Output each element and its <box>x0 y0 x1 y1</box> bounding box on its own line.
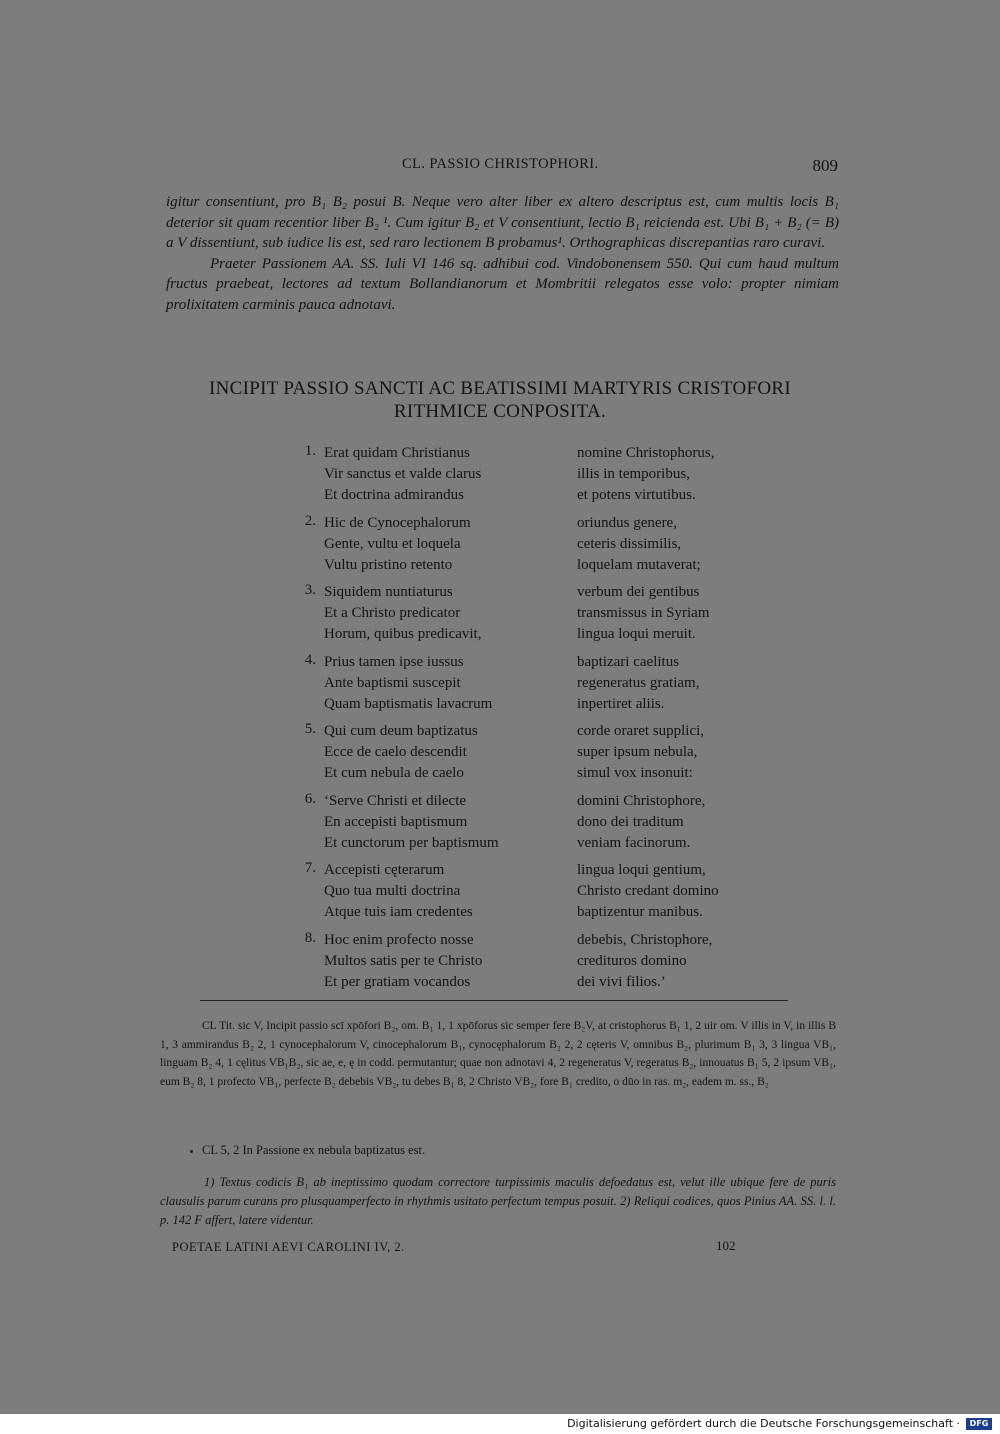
verse-second-half: lingua loqui gentium, <box>577 862 706 878</box>
verse-second-half: ceteris dissimilis, <box>577 535 682 552</box>
verse-first-half: Qui cum deum baptizatus <box>324 723 478 739</box>
verse-first-half: Prius tamen ipse iussus <box>324 653 464 670</box>
verse-first-half: Ante baptismi suscepit <box>324 674 461 691</box>
verse-line <box>286 860 766 881</box>
verse-second-half: domini Christophore, <box>577 792 706 809</box>
critical-apparatus <box>160 1017 836 1091</box>
verse-line <box>286 812 766 833</box>
stanza-number: 4. <box>304 651 316 668</box>
signature-number: 102 <box>716 1238 736 1253</box>
footnote-divider <box>200 1000 788 1001</box>
verse-second-half: Christo credant domino <box>577 883 719 899</box>
verse-line <box>286 694 766 715</box>
verse-first-half: Et a Christo predicator <box>324 605 461 621</box>
verse-second-half: credituros domino <box>577 952 687 969</box>
poem-body <box>286 443 766 999</box>
verse-first-half: Hic de Cynocephalorum <box>324 514 471 531</box>
verse-first-half: Vultu pristino retento <box>324 556 453 573</box>
footnotes <box>160 1173 836 1230</box>
verse-line <box>286 833 766 854</box>
verse-line <box>286 464 766 485</box>
verse-line <box>286 742 766 763</box>
verse-first-half: Erat quidam Christianus <box>324 445 470 461</box>
stanza-number: 1. <box>304 443 316 459</box>
stanza-number: 6. <box>304 790 316 807</box>
apparatus-text: Tit. sic V, Incipit passio scī xpōfori B₂, om. B₁ 1, 1 xpōforus sic semper fere B₂V, at cristophorus B₁ 1, 2 uir om. V illis in V, in illis B 1, 3 ammirandus B₂ 2, 1 cynocephalorum V, cinocephalorum B₁, cynocęphalorum B₂ 2, 2 cęteris V, omnibus B₂, plurimum B₁ 3, 3 lingua VB₁, linguam B₂ 4, 1 cęlitus VB₁B₂, sic ae, e, ę in codd. permutantur; quae non adnotavi 4, 2 regeneratus V, regeratus B₂, innouatus B₁ 5, 2 ipsum VB₁, eum B₂ 8, 1 profecto VB₁, perfecte B₂ debebis VB₂, tu debes B₁ 8, 2 Christo VB₂, fore B₁ credito, o dūo in ras. m₂, eadem m. ss., B₂ <box>160 1020 836 1088</box>
verse-line <box>286 930 766 951</box>
verse-second-half: inpertiret aliis. <box>577 695 665 712</box>
verse-second-half: loquelam mutaverat; <box>577 556 701 573</box>
verse-line <box>286 603 766 624</box>
verse-first-half: Et doctrina admirandus <box>324 487 464 503</box>
verse-second-half: baptizari caelitus <box>577 653 680 670</box>
verse-line <box>286 555 766 576</box>
source-note: CL 5, 2 In Passione ex nebula baptizatus est. <box>202 1143 426 1157</box>
verse-line <box>286 791 766 812</box>
verse-line <box>286 582 766 603</box>
poem-title-line: INCIPIT PASSIO SANCTI AC BEATISSIMI MARTYRIS CRISTOFORI <box>209 378 791 399</box>
verse-second-half: simul vox insonuit: <box>577 765 693 781</box>
page-number: 809 <box>812 156 838 175</box>
verse-first-half: Accepisti cęterarum <box>324 862 445 878</box>
verse-second-half: dono dei traditum <box>577 813 684 830</box>
verse-second-half: transmissus in Syriam <box>577 605 710 621</box>
verse-second-half: regeneratus gratiam, <box>577 674 700 691</box>
verse-second-half: dei vivi filios.’ <box>577 973 666 990</box>
stanza <box>286 513 766 576</box>
digitization-footer <box>0 1414 1000 1434</box>
verse-first-half: ‘Serve Christi et dilecte <box>324 792 467 809</box>
verse-second-half: verbum dei gentibus <box>577 584 700 600</box>
verse-second-half: nomine Christophorus, <box>577 445 715 461</box>
stanza-number: 2. <box>304 512 316 529</box>
verse-first-half: En accepisti baptismum <box>324 813 468 830</box>
verse-first-half: Atque tuis iam credentes <box>324 904 473 920</box>
stanza <box>286 443 766 506</box>
stanza <box>286 860 766 923</box>
stanza <box>286 652 766 715</box>
verse-first-half: Quo tua multi doctrina <box>324 883 461 899</box>
verse-line <box>286 902 766 923</box>
verse-line <box>286 673 766 694</box>
verse-first-half: Et per gratiam vocandos <box>324 973 471 990</box>
running-title: CL. PASSIO CHRISTOPHORI. <box>402 156 599 172</box>
verse-first-half: Et cunctorum per baptismum <box>324 834 499 851</box>
verse-second-half: veniam facinorum. <box>577 834 691 851</box>
verse-first-half: Gente, vultu et loquela <box>324 535 461 552</box>
dfg-logo-icon: DFG <box>966 1418 992 1430</box>
verse-second-half: illis in temporibus, <box>577 466 690 482</box>
digitization-credit: Digitalisierung gefördert durch die Deutsche Forschungsgemeinschaft · <box>567 1417 960 1430</box>
intro-text <box>166 192 839 316</box>
intro-paragraph: Praeter Passionem AA. SS. Iuli VI 146 sq. adhibui cod. Vindobonensem 550. Qui cum haud multum fructus praebeat, lectores ad textum Bollandianorum et Mombritii relegatos esse volo: propter nimiam prolixitatem carminis pauca adnotavi. <box>166 255 839 313</box>
stanza <box>286 582 766 645</box>
verse-line <box>286 624 766 645</box>
poem-title <box>150 377 850 423</box>
verse-first-half: Horum, quibus predicavit, <box>324 626 482 642</box>
stanza <box>286 791 766 854</box>
verse-line <box>286 763 766 784</box>
verse-first-half: Vir sanctus et valde clarus <box>324 466 482 482</box>
marker-dot <box>190 1150 193 1153</box>
verse-first-half: Siquidem nuntiaturus <box>324 584 453 600</box>
verse-line <box>286 513 766 534</box>
stanza-number: 5. <box>304 721 316 737</box>
verse-second-half: et potens virtutibus. <box>577 487 696 503</box>
stanza-number: 3. <box>304 582 316 598</box>
verse-line <box>286 951 766 972</box>
verse-line <box>286 972 766 993</box>
stanza <box>286 930 766 993</box>
verse-line <box>286 652 766 673</box>
verse-second-half: lingua loqui meruit. <box>577 626 696 642</box>
verse-second-half: super ipsum nebula, <box>577 744 698 760</box>
stanza <box>286 721 766 784</box>
apparatus-label: CL <box>202 1020 217 1032</box>
verse-line <box>286 721 766 742</box>
verse-second-half: debebis, Christophore, <box>577 931 713 948</box>
footnote-text: 1) Textus codicis B₁ ab ineptissimo quodam correctore turpissimis maculis defoedatus est, velut ille ubique fere de puris clausulis parum curans pro plusquamperfecto in rhythmis usitato perfectum tempus posuit. 2) Reliqui codices, quos Pinius AA. SS. l. l. p. 142 F affert, latere videntur. <box>160 1175 836 1227</box>
verse-first-half: Multos satis per te Christo <box>324 952 483 969</box>
verse-second-half: oriundus genere, <box>577 514 677 531</box>
poem-title-line: RITHMICE CONPOSITA. <box>393 401 607 422</box>
verse-first-half: Hoc enim profecto nosse <box>324 931 474 948</box>
verse-line <box>286 443 766 464</box>
verse-first-half: Et cum nebula de caelo <box>324 765 464 781</box>
intro-paragraph: igitur consentiunt, pro B₁ B₂ posui B. Neque vero alter liber ex altero descriptus est, cum multis locis B₁ deterior sit quam recentior liber B₂ ¹. Cum igitur B₂ et V consentiunt, lectio B₁ reicienda est. Ubi B₁ + B₂ (= B) a V dissentiunt, sub iudice lis est, sed raro lectionem B probamus¹. Orthographicas discrepantias raro curavi. <box>166 194 839 252</box>
stanza-number: 8. <box>304 929 316 946</box>
verse-first-half: Ecce de caelo descendit <box>324 744 467 760</box>
verse-second-half: baptizentur manibus. <box>577 904 703 920</box>
verse-line <box>286 485 766 506</box>
imprint-line: POETAE LATINI AEVI CAROLINI IV, 2. <box>172 1240 405 1254</box>
stanza-number: 7. <box>304 860 316 876</box>
verse-line <box>286 534 766 555</box>
verse-second-half: corde oraret supplici, <box>577 723 705 739</box>
verse-first-half: Quam baptismatis lavacrum <box>324 695 493 712</box>
verse-line <box>286 881 766 902</box>
